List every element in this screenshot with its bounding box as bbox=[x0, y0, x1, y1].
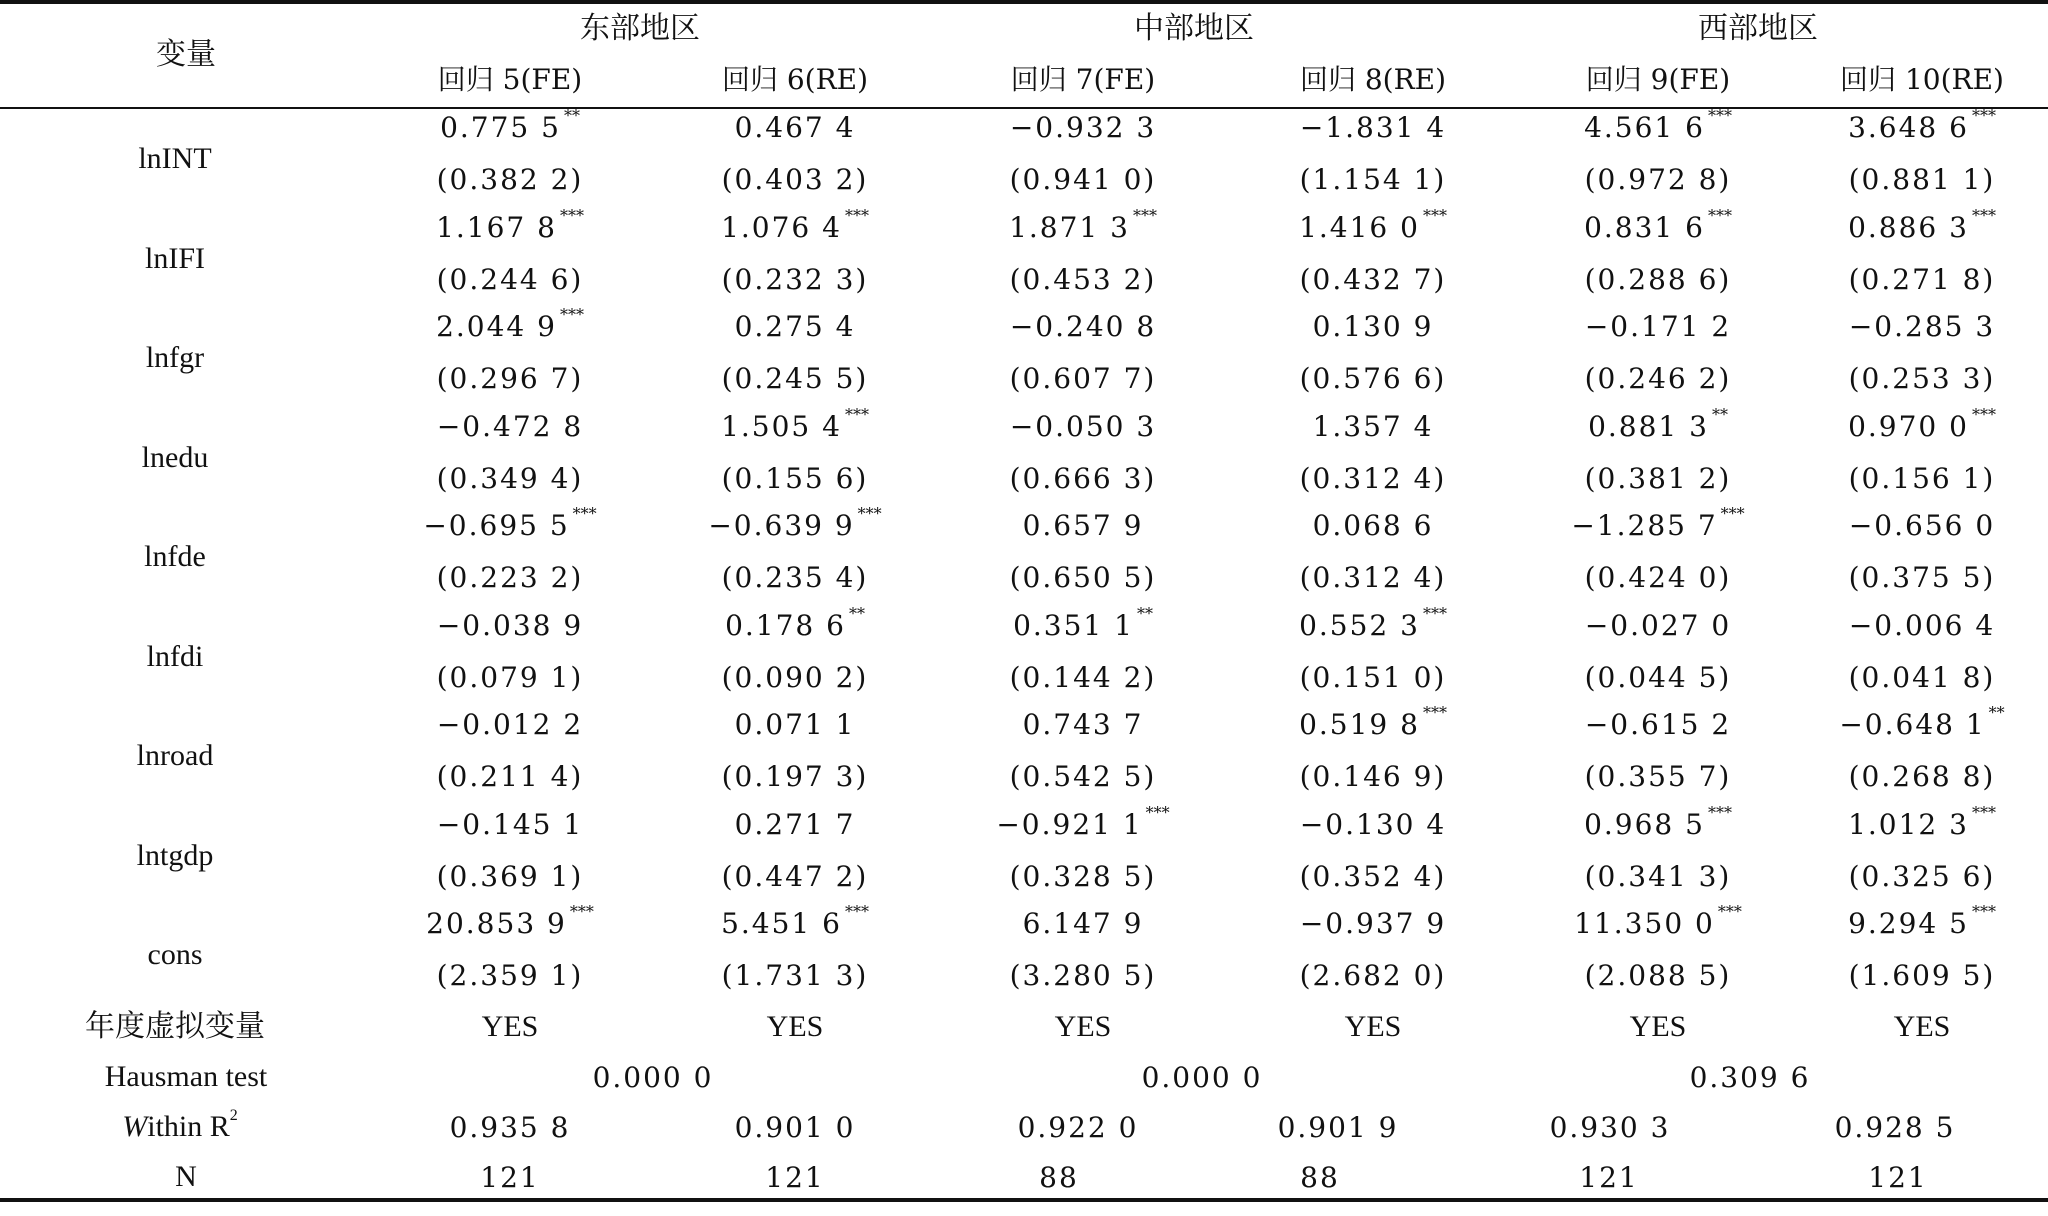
coefficient-cell bbox=[436, 608, 584, 642]
significance-stars: *** bbox=[1707, 802, 1732, 822]
significance-stars: *** bbox=[559, 205, 584, 225]
top-rule bbox=[0, 0, 2048, 4]
coefficient-value: −0.472 8 bbox=[436, 409, 584, 443]
significance-stars: *** bbox=[1145, 802, 1170, 822]
coefficient-value: 1.416 0 bbox=[1299, 210, 1420, 244]
coefficient-value: 1.076 4 bbox=[721, 210, 842, 244]
hausman-value: 0.309 6 bbox=[1689, 1061, 1811, 1094]
standard-error-cell: (0.375 5) bbox=[1848, 561, 1996, 594]
standard-error-cell: (1.731 3) bbox=[721, 959, 869, 992]
significance-stars: ** bbox=[1988, 703, 2005, 722]
coefficient-cell bbox=[436, 807, 584, 841]
coefficient-value: 0.552 3 bbox=[1299, 608, 1420, 642]
standard-error-cell: (0.235 4) bbox=[721, 561, 869, 594]
coefficient-value: −0.012 2 bbox=[436, 708, 584, 741]
coefficient-cell bbox=[708, 504, 882, 542]
coefficient-cell bbox=[1312, 310, 1434, 343]
coefficient-value: −1.285 7 bbox=[1571, 509, 1718, 542]
year-dummy-value: YES bbox=[766, 1010, 824, 1043]
standard-error-cell: (0.079 1) bbox=[436, 660, 584, 694]
coefficient-value: 0.886 3 bbox=[1848, 210, 1969, 244]
significance-stars: *** bbox=[1422, 603, 1447, 623]
standard-error-cell: (0.041 8) bbox=[1848, 660, 1996, 694]
significance-stars: *** bbox=[1971, 404, 1996, 424]
coefficient-cell bbox=[734, 310, 856, 343]
coefficient-value: −0.937 9 bbox=[1299, 907, 1447, 940]
year-dummy-value: YES bbox=[1344, 1010, 1402, 1043]
coefficient-cell bbox=[996, 802, 1170, 841]
variable-name: lnfde bbox=[144, 540, 206, 573]
standard-error-cell: (0.253 3) bbox=[1848, 362, 1996, 395]
variable-name: lnroad bbox=[136, 739, 214, 772]
coefficient-value: −0.240 8 bbox=[1009, 310, 1157, 343]
standard-error-cell: (0.424 0) bbox=[1584, 561, 1732, 594]
coefficient-value: −0.639 9 bbox=[708, 509, 855, 542]
coefficient-cell bbox=[1584, 608, 1732, 642]
coefficient-value: −0.648 1 bbox=[1839, 708, 1986, 741]
coefficient-value: 0.775 5 bbox=[440, 111, 561, 144]
standard-error-cell: (0.245 5) bbox=[721, 362, 869, 395]
coefficient-value: 0.275 4 bbox=[734, 310, 856, 343]
significance-stars: *** bbox=[1971, 802, 1996, 822]
standard-error-cell: (1.609 5) bbox=[1848, 959, 1996, 992]
coefficient-cell bbox=[426, 902, 594, 940]
coefficient-cell bbox=[1848, 608, 1996, 642]
coefficient-value: 0.130 9 bbox=[1312, 310, 1434, 343]
standard-error-cell: (0.197 3) bbox=[721, 760, 869, 793]
coefficient-value: −0.027 0 bbox=[1584, 608, 1732, 642]
coefficient-cell bbox=[1299, 603, 1447, 642]
coefficient-value: −0.656 0 bbox=[1848, 509, 1996, 542]
significance-stars: *** bbox=[1971, 902, 1996, 921]
year-dummy-value: YES bbox=[1054, 1010, 1112, 1043]
variable-name: lnIFI bbox=[145, 241, 205, 275]
significance-stars: *** bbox=[569, 902, 594, 921]
standard-error-cell: (0.246 2) bbox=[1584, 362, 1732, 395]
n-value: 121 bbox=[1868, 1161, 1928, 1194]
standard-error-cell: (0.941 0) bbox=[1009, 163, 1157, 196]
coefficient-cell bbox=[1584, 802, 1732, 841]
significance-stars: *** bbox=[1720, 504, 1745, 523]
coefficient-cell bbox=[1848, 404, 1996, 443]
coefficient-cell bbox=[1312, 409, 1434, 443]
coefficient-value: 0.657 9 bbox=[1022, 509, 1144, 542]
coefficient-cell bbox=[1013, 603, 1153, 642]
coefficient-value: 0.970 0 bbox=[1848, 409, 1969, 443]
standard-error-cell: (0.381 2) bbox=[1584, 461, 1732, 495]
coefficient-cell bbox=[423, 504, 597, 542]
coefficient-cell bbox=[725, 603, 865, 642]
coefficient-value: 5.451 6 bbox=[721, 907, 842, 940]
variable-name: lnINT bbox=[138, 142, 212, 175]
coefficient-value: 1.012 3 bbox=[1848, 807, 1969, 841]
n-value: 121 bbox=[1579, 1161, 1639, 1194]
standard-error-cell: (0.312 4) bbox=[1299, 461, 1447, 495]
significance-stars: *** bbox=[1971, 205, 1996, 225]
coefficient-value: 20.853 9 bbox=[426, 907, 567, 940]
standard-error-cell: (0.232 3) bbox=[721, 262, 869, 296]
group-header-central: 中部地区 bbox=[1134, 11, 1254, 46]
coefficient-value: 0.178 6 bbox=[725, 608, 846, 642]
coefficient-value: 0.068 6 bbox=[1312, 509, 1434, 542]
coefficient-cell bbox=[436, 708, 584, 741]
year-dummy-value: YES bbox=[481, 1010, 539, 1043]
model-header-8: 回归 8(RE) bbox=[1299, 63, 1447, 96]
standard-error-cell: (2.682 0) bbox=[1299, 959, 1447, 992]
within-r2-value: 0.922 0 bbox=[1017, 1111, 1139, 1144]
coefficient-value: 2.044 9 bbox=[436, 310, 557, 343]
coefficient-cell bbox=[1848, 106, 1996, 144]
standard-error-cell: (0.211 4) bbox=[436, 760, 584, 793]
coefficient-value: 0.071 1 bbox=[734, 708, 856, 741]
standard-error-cell: (2.088 5) bbox=[1584, 959, 1732, 992]
coefficient-cell bbox=[721, 902, 869, 940]
standard-error-cell: (0.144 2) bbox=[1009, 660, 1157, 694]
coefficient-cell bbox=[436, 205, 584, 244]
significance-stars: *** bbox=[1707, 106, 1732, 125]
coefficient-cell bbox=[1299, 205, 1447, 244]
coefficient-value: 0.743 7 bbox=[1022, 708, 1144, 741]
coefficient-value: −0.921 1 bbox=[996, 807, 1143, 841]
standard-error-cell: (0.090 2) bbox=[721, 660, 869, 694]
coefficient-cell bbox=[1848, 509, 1996, 542]
header-rule bbox=[0, 107, 2048, 109]
n-value: 121 bbox=[765, 1161, 825, 1194]
standard-error-cell: (0.244 6) bbox=[436, 262, 584, 296]
hausman-label: Hausman test bbox=[104, 1060, 268, 1093]
coefficient-value: 6.147 9 bbox=[1022, 907, 1144, 940]
n-value: 88 bbox=[1039, 1161, 1079, 1194]
coefficient-cell bbox=[721, 205, 869, 244]
standard-error-cell: (0.369 1) bbox=[436, 859, 584, 893]
standard-error-cell: (2.359 1) bbox=[436, 959, 584, 992]
standard-error-cell: (0.146 9) bbox=[1299, 760, 1447, 793]
coefficient-cell bbox=[1022, 708, 1144, 741]
model-header-9: 回归 9(FE) bbox=[1585, 63, 1731, 96]
variable-name: lnfdi bbox=[146, 639, 204, 673]
coefficient-value: −0.038 9 bbox=[436, 608, 584, 642]
within-r2-label-w: W bbox=[122, 1110, 148, 1143]
coefficient-value: 0.271 7 bbox=[734, 807, 856, 841]
significance-stars: *** bbox=[844, 902, 869, 921]
group-header-west: 西部地区 bbox=[1698, 11, 1818, 46]
coefficient-value: 9.294 5 bbox=[1848, 907, 1969, 940]
standard-error-cell: (0.432 7) bbox=[1299, 262, 1447, 296]
standard-error-cell: (0.156 1) bbox=[1848, 461, 1996, 495]
within-r2-value: 0.930 3 bbox=[1549, 1111, 1671, 1144]
standard-error-cell: (0.044 5) bbox=[1584, 660, 1732, 694]
hausman-value: 0.000 0 bbox=[592, 1061, 714, 1094]
standard-error-cell: (0.972 8) bbox=[1584, 163, 1732, 196]
coefficient-cell bbox=[1009, 205, 1157, 244]
significance-stars: *** bbox=[1132, 205, 1157, 225]
coefficient-value: 1.505 4 bbox=[721, 409, 842, 443]
standard-error-cell: (0.312 4) bbox=[1299, 561, 1447, 594]
significance-stars: ** bbox=[1711, 404, 1728, 424]
standard-error-cell: (1.154 1) bbox=[1299, 163, 1447, 196]
standard-error-cell: (0.453 2) bbox=[1009, 262, 1157, 296]
standard-error-cell: (0.352 4) bbox=[1299, 859, 1447, 893]
coefficient-cell bbox=[1584, 106, 1732, 144]
standard-error-cell: (0.271 8) bbox=[1848, 262, 1996, 296]
coefficient-value: −0.006 4 bbox=[1848, 608, 1996, 642]
model-header-10: 回归 10(RE) bbox=[1840, 63, 2004, 96]
coefficient-cell bbox=[721, 404, 869, 443]
coefficient-cell bbox=[734, 708, 856, 741]
model-header-6: 回归 6(RE) bbox=[721, 63, 869, 96]
significance-stars: *** bbox=[1707, 205, 1732, 225]
standard-error-cell: (0.607 7) bbox=[1009, 362, 1157, 395]
coefficient-cell bbox=[1848, 205, 1996, 244]
coefficient-cell bbox=[1848, 310, 1996, 343]
n-label: N bbox=[175, 1160, 197, 1193]
significance-stars: ** bbox=[563, 106, 580, 125]
coefficient-value: −0.932 3 bbox=[1009, 111, 1157, 144]
model-header-7: 回归 7(FE) bbox=[1010, 63, 1156, 96]
significance-stars: ** bbox=[848, 603, 865, 623]
standard-error-cell: (0.650 5) bbox=[1009, 561, 1157, 594]
year-dummy-label: 年度虚拟变量 bbox=[85, 1010, 265, 1043]
coefficient-cell bbox=[1588, 404, 1728, 443]
standard-error-cell: (0.155 6) bbox=[721, 461, 869, 495]
coefficient-cell bbox=[1299, 807, 1447, 841]
within-r2-label-sup: 2 bbox=[229, 1107, 238, 1124]
standard-error-cell: (0.355 7) bbox=[1584, 760, 1732, 793]
coefficient-cell bbox=[1299, 907, 1447, 940]
significance-stars: ** bbox=[1136, 603, 1153, 623]
standard-error-cell: (0.576 6) bbox=[1299, 362, 1447, 395]
standard-error-cell: (0.341 3) bbox=[1584, 859, 1732, 893]
variable-name: lnfgr bbox=[145, 341, 205, 374]
coefficient-cell bbox=[1584, 310, 1732, 343]
coefficient-value: 11.350 0 bbox=[1574, 907, 1715, 940]
coefficient-cell bbox=[1009, 310, 1157, 343]
n-value: 121 bbox=[480, 1161, 540, 1194]
standard-error-cell: (0.666 3) bbox=[1009, 461, 1157, 495]
coefficient-value: 0.831 6 bbox=[1584, 210, 1705, 244]
coefficient-cell bbox=[1299, 703, 1447, 741]
coefficient-cell bbox=[1009, 409, 1157, 443]
standard-error-cell: (0.268 8) bbox=[1848, 760, 1996, 793]
coefficient-cell bbox=[436, 305, 584, 343]
significance-stars: *** bbox=[559, 305, 584, 324]
coefficient-value: −0.130 4 bbox=[1299, 807, 1447, 841]
coefficient-cell bbox=[1574, 902, 1742, 940]
coefficient-cell bbox=[1584, 708, 1732, 741]
standard-error-cell: (0.382 2) bbox=[436, 163, 584, 196]
coefficient-value: 0.881 3 bbox=[1588, 409, 1709, 443]
coefficient-value: −0.171 2 bbox=[1584, 310, 1732, 343]
standard-error-cell: (0.349 4) bbox=[436, 461, 584, 495]
model-header-5: 回归 5(FE) bbox=[437, 63, 583, 96]
variable-name: lntgdp bbox=[136, 838, 214, 872]
group-header-east: 东部地区 bbox=[580, 11, 700, 46]
coefficient-value: −0.050 3 bbox=[1009, 409, 1157, 443]
coefficient-value: 0.519 8 bbox=[1299, 708, 1420, 741]
coefficient-cell bbox=[440, 106, 580, 144]
coefficient-value: 0.467 4 bbox=[734, 111, 856, 144]
coefficient-cell bbox=[1571, 504, 1745, 542]
standard-error-cell: (0.881 1) bbox=[1848, 163, 1996, 196]
standard-error-cell: (0.542 5) bbox=[1009, 760, 1157, 793]
year-dummy-value: YES bbox=[1629, 1010, 1687, 1043]
bottom-rule bbox=[0, 1198, 2048, 1202]
standard-error-cell: (0.223 2) bbox=[436, 561, 584, 594]
standard-error-cell: (3.280 5) bbox=[1009, 959, 1157, 992]
within-r2-label-rest: ithin R bbox=[147, 1110, 230, 1143]
significance-stars: *** bbox=[1422, 205, 1447, 225]
coefficient-cell bbox=[1312, 509, 1434, 542]
coefficient-value: −1.831 4 bbox=[1299, 111, 1447, 144]
coefficient-cell bbox=[1299, 111, 1447, 144]
significance-stars: *** bbox=[1971, 106, 1996, 125]
n-value: 88 bbox=[1300, 1161, 1340, 1194]
coefficient-value: −0.285 3 bbox=[1848, 310, 1996, 343]
coefficient-cell bbox=[1848, 902, 1996, 940]
standard-error-cell: (0.403 2) bbox=[721, 163, 869, 196]
significance-stars: *** bbox=[857, 504, 882, 523]
within-r2-label bbox=[122, 1107, 238, 1143]
coefficient-cell bbox=[1022, 907, 1144, 940]
within-r2-value: 0.901 9 bbox=[1277, 1111, 1399, 1144]
coefficient-cell bbox=[1848, 802, 1996, 841]
coefficient-value: 1.357 4 bbox=[1312, 409, 1434, 443]
within-r2-value: 0.901 0 bbox=[734, 1111, 856, 1144]
coefficient-value: −0.145 1 bbox=[436, 807, 584, 841]
coefficient-value: 0.968 5 bbox=[1584, 807, 1705, 841]
variable-name: lnedu bbox=[141, 440, 209, 474]
coefficient-value: 4.561 6 bbox=[1584, 111, 1705, 144]
variable-header: 变量 bbox=[156, 37, 216, 72]
significance-stars: *** bbox=[1717, 902, 1742, 921]
coefficient-value: 3.648 6 bbox=[1848, 111, 1969, 144]
standard-error-cell: (0.151 0) bbox=[1299, 660, 1447, 694]
coefficient-cell bbox=[1584, 205, 1732, 244]
coefficient-value: −0.695 5 bbox=[423, 509, 570, 542]
coefficient-cell bbox=[734, 807, 856, 841]
coefficient-value: 1.167 8 bbox=[436, 210, 557, 244]
within-r2-value: 0.935 8 bbox=[449, 1111, 571, 1144]
year-dummy-value: YES bbox=[1893, 1010, 1951, 1043]
coefficient-cell bbox=[1009, 111, 1157, 144]
coefficient-cell bbox=[436, 409, 584, 443]
significance-stars: *** bbox=[844, 404, 869, 424]
standard-error-cell: (0.328 5) bbox=[1009, 859, 1157, 893]
standard-error-cell: (0.288 6) bbox=[1584, 262, 1732, 296]
standard-error-cell: (0.447 2) bbox=[721, 859, 869, 893]
significance-stars: *** bbox=[844, 205, 869, 225]
coefficient-cell bbox=[1839, 703, 2005, 741]
coefficient-cell bbox=[1022, 509, 1144, 542]
coefficient-value: 0.351 1 bbox=[1013, 608, 1134, 642]
coefficient-cell bbox=[734, 111, 856, 144]
hausman-value: 0.000 0 bbox=[1141, 1061, 1263, 1094]
standard-error-cell: (0.296 7) bbox=[436, 362, 584, 395]
coefficient-value: −0.615 2 bbox=[1584, 708, 1732, 741]
significance-stars: *** bbox=[572, 504, 597, 523]
significance-stars: *** bbox=[1422, 703, 1447, 722]
coefficient-value: 1.871 3 bbox=[1009, 210, 1130, 244]
variable-name: cons bbox=[147, 938, 203, 971]
standard-error-cell: (0.325 6) bbox=[1848, 859, 1996, 893]
within-r2-value: 0.928 5 bbox=[1834, 1111, 1956, 1144]
